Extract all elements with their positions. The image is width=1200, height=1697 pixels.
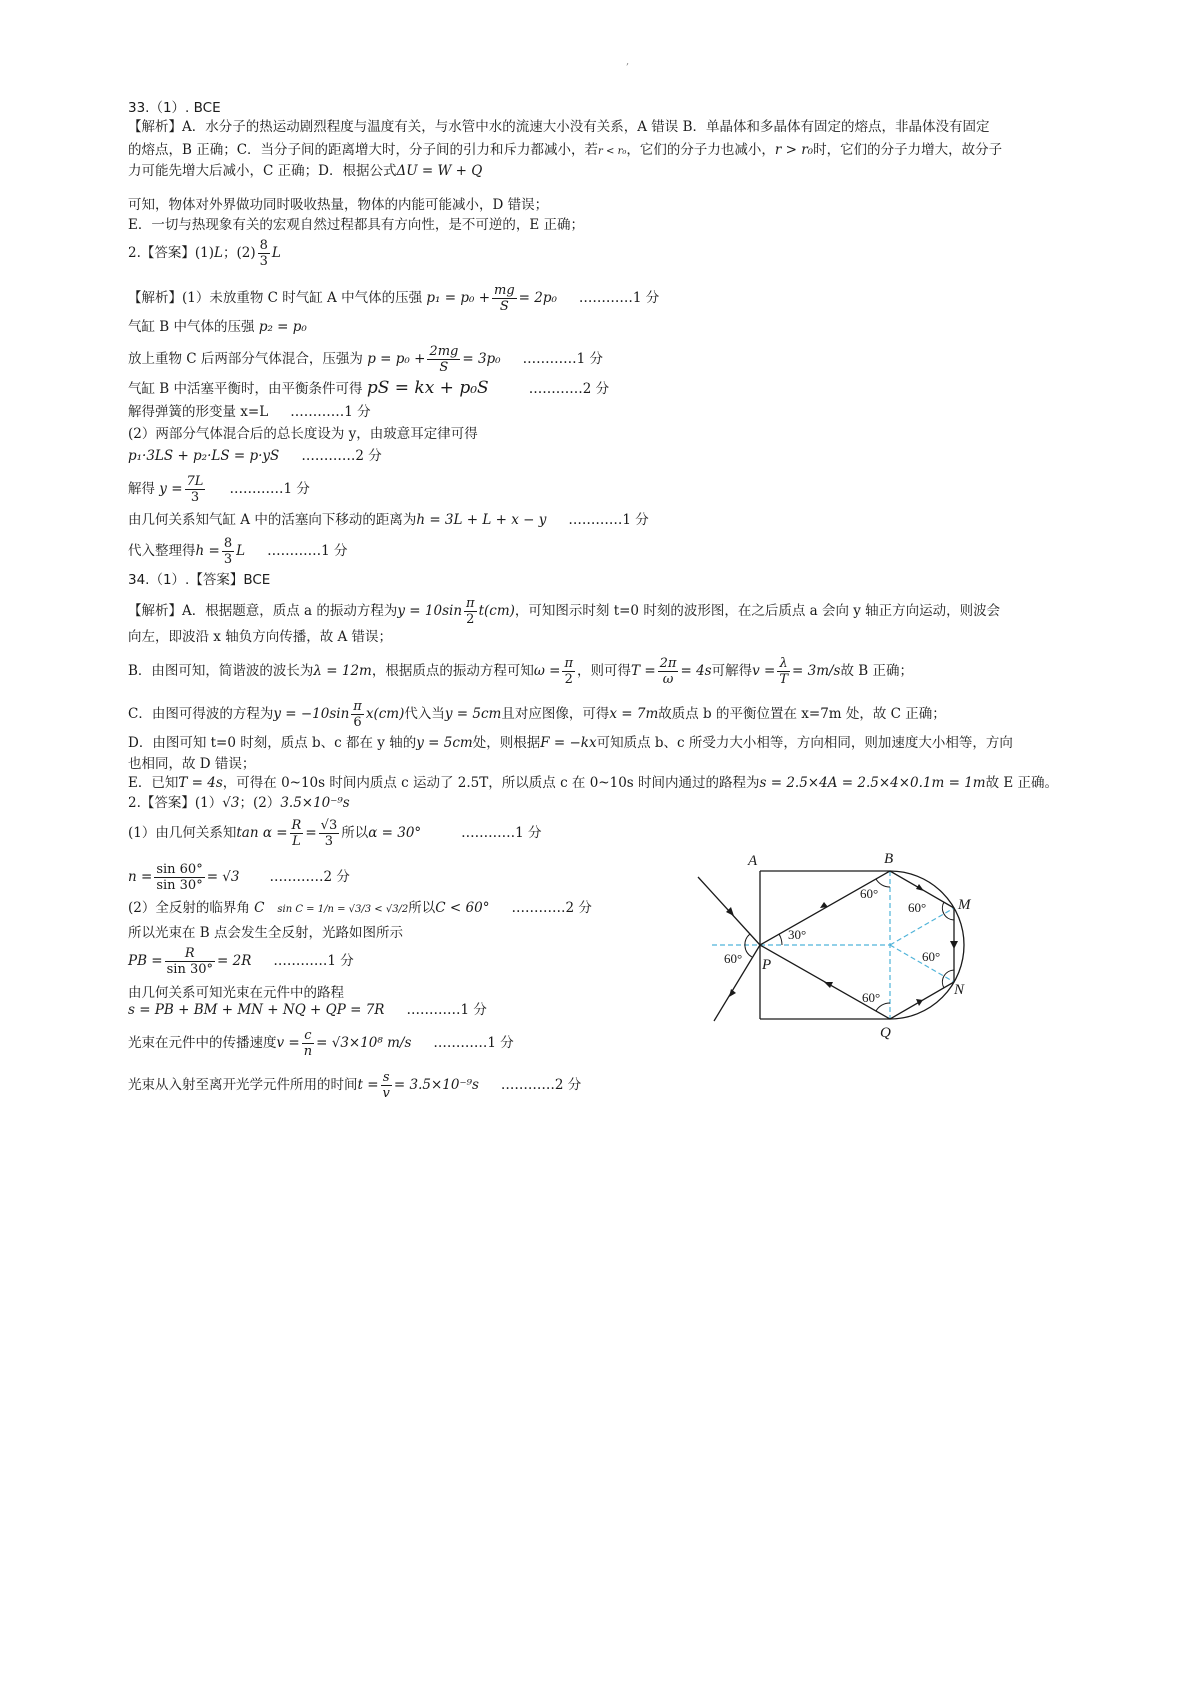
arrow-mn (950, 941, 958, 949)
label-p: P (762, 957, 772, 973)
angle-label-q: 60° (862, 990, 881, 1005)
q34-solution-step1: (1）由几何关系知tan α = $\frac{R}{L}$ = $\frac{√3}{3}$ 所以α = 30° …………1 分 (128, 818, 542, 849)
arrow-pb (820, 902, 828, 908)
q34-analysis-e: E．已知T = 4s，可得在 0~10s 时间内质点 c 运动了 2.5T，所以质点 c 在 0~10s 时间内通过的路程为s = 2.5×4A = 2.5×4×0.1m = 1m故 E 正确。 (128, 775, 1059, 791)
q33-solution-step6: (2）两部分气体混合后的总长度设为 y，由玻意耳定律可得 (128, 426, 478, 442)
arrow-bm (916, 884, 924, 891)
q33-solution-step3: 放上重物 C 后两部分气体混合，压强为 p = p₀ + $\frac{2mg}{S}$ = 3p₀ …………1 分 (128, 344, 603, 375)
arc-30 (779, 934, 782, 945)
q34-solution-step8: 光束在元件中的传播速度v = $\frac{c}{n}$ = √3×10⁸ m/s …………1 分 (128, 1028, 514, 1059)
q34-solution-step5: PB = $\frac{R}{\sin 30^\circ}$ = 2R …………1 分 (128, 946, 354, 977)
label-a: A (748, 853, 758, 869)
q33-heading: 33.（1）. BCE (128, 100, 221, 116)
q34-analysis-c: C．由图可得波的方程为y = −10sin $\frac{\pi}{6}$ x(cm)代入当y = 5cm且对应图像，可得x = 7m故质点 b 的平衡位置在 x=7m 处，故 C 正确； (128, 699, 946, 730)
q33-solution-step10: 代入整理得h = $\frac{8}{3}$ L …………1 分 (128, 536, 348, 567)
q33-solution-step9: 由几何关系知气缸 A 中的活塞向下移动的距离为h = 3L + L + x − y …………1 分 (128, 512, 649, 528)
arrow-nq (916, 999, 923, 1006)
q34-solution-step6: 由几何关系可知光束在元件中的路程 (128, 985, 344, 1001)
q34-heading: 34.（1）.【答案】BCE (128, 572, 271, 588)
q33-solution-step1: 【解析】(1）未放重物 C 时气缸 A 中气体的压强 p₁ = p₀ + $\frac{mg}{S}$ = 2p₀ …………1 分 (128, 283, 660, 314)
q34-solution-step2: n = $\frac{\sin 60^\circ}{\sin 30^\circ}$ = √3 …………2 分 (128, 862, 350, 893)
angle-label-30: 30° (788, 927, 807, 942)
q34-analysis-d-line1: D．由图可知 t=0 时刻，质点 b、c 都在 y 轴的y = 5cm处，则根据F = −kx可知质点 b、c 所受力大小相等，方向相同，则加速度大小相等，方向 (128, 735, 1013, 751)
q34-analysis-d-line2: 也相同，故 D 错误； (128, 756, 256, 772)
q34-analysis-a-line1: 【解析】A．根据题意，质点 a 的振动方程为y = 10sin $\frac{\pi}{2}$ t(cm)，可知图示时刻 t=0 时刻的波形图，在之后质点 a 会向 y 轴正方向运动，则波会 (128, 596, 1001, 627)
label-m: M (958, 897, 971, 913)
q33-solution-step2: 气缸 B 中气体的压强 p₂ = p₀ (128, 319, 307, 335)
q33-solution-step7: p₁·3LS + p₂·LS = p·yS …………2 分 (128, 448, 382, 464)
label-n: N (954, 982, 965, 998)
label-q: Q (880, 1025, 891, 1041)
header-mark: , (626, 56, 630, 67)
q34-solution-step7: s = PB + BM + MN + NQ + QP = 7R …………1 分 (128, 1002, 487, 1018)
q34-part2-answer: 2.【答案】(1）√3；(2）3.5×10⁻⁹s (128, 795, 350, 811)
q33-analysis-line4: 可知，物体对外界做功同时吸收热量，物体的内能可能减小，D 错误； (128, 197, 549, 213)
q33-solution-step4: 气缸 B 中活塞平衡时，由平衡条件可得 pS = kx + p₀S …………2 分 (128, 378, 610, 398)
angle-label-b: 60° (860, 886, 879, 901)
q33-part2-answer: 2.【答案】(1)L；(2) $\frac{8}{3}$ L (128, 238, 281, 269)
q33-analysis-line3: 力可能先增大后减小，C 正确；D．根据公式ΔU = W + Q (128, 163, 483, 179)
angle-label-m: 60° (908, 900, 927, 915)
q34-analysis-b: B．由图可知，简谐波的波长为λ = 12m，根据质点的振动方程可知ω = $\frac{\pi}{2}$ ，则可得T = $\frac{2\pi}{\omega}$ = 4s可解得v = $\frac{\lambda}{T}$ = 3m/s故 B 正确； (128, 656, 913, 687)
arrow-qp (824, 982, 833, 988)
q33-solution-step5: 解得弹簧的形变量 x=L …………1 分 (128, 404, 371, 420)
q33-analysis-line1: 【解析】A．水分子的热运动剧烈程度与温度有关，与水管中水的流速大小没有关系，A 错误 B．单晶体和多晶体有固定的熔点，非晶体没有固定 (128, 119, 990, 135)
optics-light-path-diagram (690, 845, 1020, 1045)
label-b: B (884, 851, 894, 867)
angle-label-p: 60° (724, 951, 743, 966)
angle-label-n: 60° (922, 949, 941, 964)
q33-solution-step8: 解得 y = $\frac{7L}{3}$ …………1 分 (128, 474, 310, 505)
q34-solution-step9: 光束从入射至离开光学元件所用的时间t = $\frac{s}{v}$ = 3.5×10⁻⁹s …………2 分 (128, 1070, 582, 1101)
q34-solution-step3: (2）全反射的临界角 C sin C = 1/n = √3/3 < √3/2所以C < 60° …………2 分 (128, 900, 592, 916)
q33-analysis-line5: E．一切与热现象有关的宏观自然过程都具有方向性，是不可逆的，E 正确； (128, 217, 584, 233)
arrow-exit (729, 989, 736, 997)
q34-analysis-a-line2: 向左，即波沿 x 轴负方向传播，故 A 错误； (128, 629, 393, 645)
q33-analysis-line2: 的熔点，B 正确；C．当分子间的距离增大时，分子间的引力和斥力都减小，若r < r₀，它们的分子力也减小，r > r₀时，它们的分子力增大，故分子 (128, 142, 1003, 158)
q34-solution-step4: 所以光束在 B 点会发生全反射，光路如图所示 (128, 925, 404, 941)
